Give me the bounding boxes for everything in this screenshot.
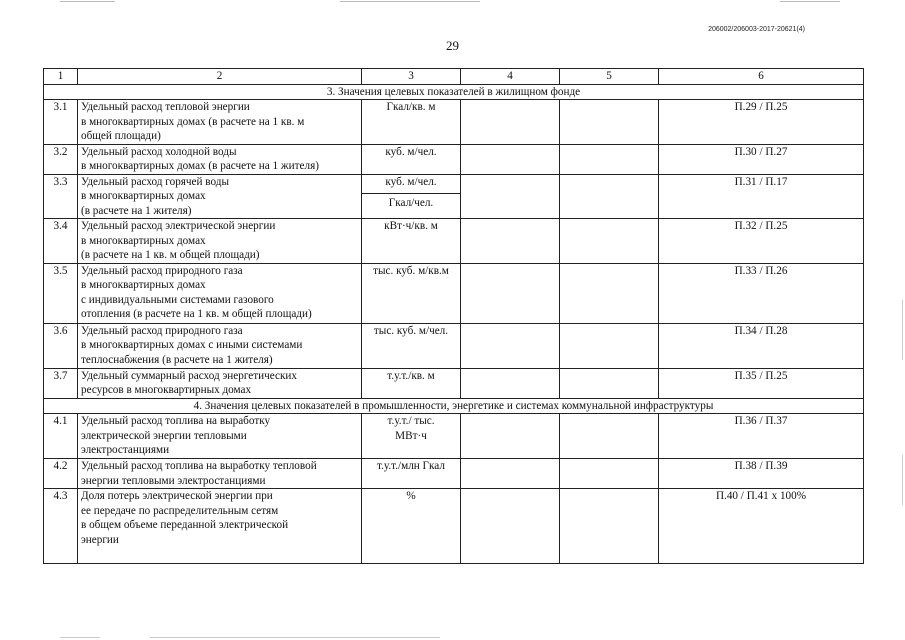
table-row bbox=[44, 219, 864, 264]
row-description bbox=[78, 174, 362, 219]
row-description bbox=[78, 219, 362, 264]
description-line: в многоквартирных домах (в расчете на 1 жителя) bbox=[81, 160, 319, 172]
row-description bbox=[78, 263, 362, 323]
unit-cell: тыс. куб. м/кв.м bbox=[362, 263, 461, 323]
description-line: с индивидуальными системами газового bbox=[81, 293, 274, 306]
row-description bbox=[78, 414, 362, 459]
col-header: 5 bbox=[560, 69, 659, 85]
row-number: 3.2 bbox=[44, 144, 78, 174]
empty-cell bbox=[560, 459, 659, 489]
row-description bbox=[78, 368, 362, 398]
section-title-row bbox=[44, 84, 864, 100]
unit-cell bbox=[362, 174, 461, 219]
empty-cell bbox=[461, 414, 560, 459]
empty-cell bbox=[560, 174, 659, 219]
unit-cell bbox=[362, 414, 461, 459]
description-line: электростанциями bbox=[81, 444, 170, 456]
table-row bbox=[44, 174, 864, 219]
unit-line: т.у.т./млн Гкал bbox=[377, 460, 445, 472]
description-line: в общем объеме переданной электрической bbox=[81, 519, 289, 531]
scan-bottom-line bbox=[150, 637, 440, 638]
unit-cell: т.у.т./кв. м bbox=[362, 368, 461, 398]
unit-cell bbox=[362, 459, 461, 489]
empty-cell bbox=[461, 368, 560, 398]
table-row bbox=[44, 263, 864, 323]
description-line: энергии тепловыми электростанциями bbox=[81, 474, 266, 487]
row-description bbox=[78, 489, 362, 564]
row-number: 3.3 bbox=[44, 174, 78, 219]
table-row bbox=[44, 368, 864, 398]
description-line: Удельный расход электрической энергии bbox=[81, 220, 276, 232]
description-line: (в расчете на 1 жителя) bbox=[81, 204, 192, 217]
col-header: 6 bbox=[659, 69, 864, 85]
col-header: 3 bbox=[362, 69, 461, 85]
formula-cell: П.32 / П.25 bbox=[659, 219, 864, 264]
scan-top-line bbox=[340, 1, 480, 2]
col-header: 2 bbox=[78, 69, 362, 85]
formula-cell: П.40 / П.41 х 100% bbox=[659, 489, 864, 564]
table-header-row bbox=[44, 69, 864, 85]
description-line: в многоквартирных домах (в расчете на 1 кв. м bbox=[81, 115, 305, 128]
empty-cell bbox=[461, 489, 560, 564]
formula-cell: П.31 / П.17 bbox=[659, 174, 864, 219]
unit-line: % bbox=[406, 490, 416, 502]
description-line: в многоквартирных домах с иными системами bbox=[81, 339, 303, 351]
description-line: Удельный суммарный расход энергетических bbox=[81, 369, 297, 382]
empty-cell bbox=[560, 323, 659, 368]
formula-cell: П.38 / П.39 bbox=[659, 459, 864, 489]
col-header: 4 bbox=[461, 69, 560, 85]
description-line: Удельный расход природного газа bbox=[81, 264, 243, 277]
empty-cell bbox=[560, 219, 659, 264]
description-line: отопления (в расчете на 1 кв. м общей площади) bbox=[81, 308, 312, 320]
description-line: в многоквартирных домах bbox=[81, 234, 206, 247]
row-number: 4.3 bbox=[44, 489, 78, 564]
unit-line: т.у.т./ тыс. bbox=[387, 415, 435, 427]
row-description bbox=[78, 459, 362, 489]
page-number: 29 bbox=[446, 38, 459, 53]
section-title-row bbox=[44, 398, 864, 414]
description-line: теплоснабжения (в расчете на 1 жителя) bbox=[81, 353, 273, 366]
description-line: в многоквартирных домах bbox=[81, 190, 206, 202]
scan-edge-mark bbox=[902, 455, 903, 505]
formula-cell: П.30 / П.27 bbox=[659, 144, 864, 174]
row-number: 4.1 bbox=[44, 414, 78, 459]
row-description bbox=[78, 100, 362, 145]
table-row bbox=[44, 323, 864, 368]
description-line: Удельный расход тепловой энергии bbox=[81, 101, 250, 113]
empty-cell bbox=[560, 489, 659, 564]
table-row bbox=[44, 459, 864, 489]
unit-cell: кВт·ч/кв. м bbox=[362, 219, 461, 264]
description-line: ресурсов в многоквартирных домах bbox=[81, 384, 252, 396]
table-row bbox=[44, 414, 864, 459]
formula-cell: П.34 / П.28 bbox=[659, 323, 864, 368]
unit-cell: куб. м/чел. bbox=[362, 144, 461, 174]
unit-line: МВт·ч bbox=[395, 429, 427, 442]
empty-cell bbox=[560, 368, 659, 398]
row-number: 4.2 bbox=[44, 459, 78, 489]
empty-cell bbox=[461, 100, 560, 145]
unit-cell: тыс. куб. м/чел. bbox=[362, 323, 461, 368]
formula-cell: П.33 / П.26 bbox=[659, 263, 864, 323]
scan-bottom-line bbox=[60, 637, 100, 638]
row-description bbox=[78, 144, 362, 174]
empty-cell bbox=[461, 263, 560, 323]
description-line: энергии bbox=[81, 533, 119, 546]
col-header: 1 bbox=[44, 69, 78, 85]
empty-cell bbox=[461, 219, 560, 264]
indicators-table bbox=[43, 68, 864, 564]
description-line: Удельный расход горячей воды bbox=[81, 175, 229, 188]
description-line: Доля потерь электрической энергии при bbox=[81, 490, 273, 502]
unit-cell bbox=[362, 489, 461, 564]
empty-cell bbox=[560, 144, 659, 174]
table-row bbox=[44, 144, 864, 174]
table-row bbox=[44, 489, 864, 564]
scan-top-line bbox=[60, 1, 115, 2]
row-number: 3.4 bbox=[44, 219, 78, 264]
row-number: 3.7 bbox=[44, 368, 78, 398]
scan-edge-mark bbox=[902, 300, 903, 360]
description-line: электрической энергии тепловыми bbox=[81, 429, 247, 442]
empty-cell bbox=[461, 459, 560, 489]
document-id: 206002/206003-2017-20621(4) bbox=[708, 26, 805, 33]
empty-cell bbox=[560, 263, 659, 323]
empty-cell bbox=[461, 144, 560, 174]
formula-cell: П.36 / П.37 bbox=[659, 414, 864, 459]
empty-cell bbox=[461, 323, 560, 368]
section-3-title: 3. Значения целевых показателей в жилищном фонде bbox=[44, 84, 864, 100]
formula-cell: П.29 / П.25 bbox=[659, 100, 864, 145]
scan-top-line bbox=[780, 1, 840, 2]
empty-cell bbox=[560, 414, 659, 459]
description-line: (в расчете на 1 кв. м общей площади) bbox=[81, 249, 260, 261]
description-line: Удельный расход топлива на выработку bbox=[81, 415, 271, 427]
description-line: общей площади) bbox=[81, 130, 161, 142]
formula-cell: П.35 / П.25 bbox=[659, 368, 864, 398]
description-line: в многоквартирных домах bbox=[81, 279, 206, 291]
description-line: Удельный расход холодной воды bbox=[81, 145, 237, 158]
row-description bbox=[78, 323, 362, 368]
description-line: ее передаче по распределительным сетям bbox=[81, 504, 279, 517]
description-line: Удельный расход топлива на выработку тепловой bbox=[81, 460, 317, 472]
row-number: 3.5 bbox=[44, 263, 78, 323]
unit-value-secondary: Гкал/чел. bbox=[362, 193, 460, 211]
empty-cell bbox=[560, 100, 659, 145]
unit-cell: Гкал/кв. м bbox=[362, 100, 461, 145]
table-row bbox=[44, 100, 864, 145]
row-number: 3.1 bbox=[44, 100, 78, 145]
empty-cell bbox=[461, 174, 560, 219]
row-number: 3.6 bbox=[44, 323, 78, 368]
description-line: Удельный расход природного газа bbox=[81, 324, 243, 337]
unit-value: куб. м/чел. bbox=[385, 175, 437, 188]
section-4-title: 4. Значения целевых показателей в промышленности, энергетике и системах коммунальной инфраструктуры bbox=[44, 398, 864, 414]
